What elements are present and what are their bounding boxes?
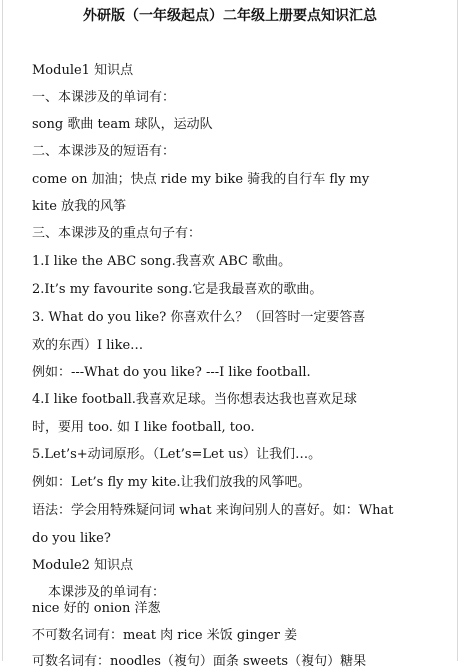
example-2: 例如：Let’s fly my kite.让我们放我的风筝吧。	[32, 475, 311, 490]
page-edge-right	[457, 0, 458, 661]
sentence-2: 2.It’s my favourite song.它是我最喜欢的歌曲。	[32, 282, 323, 297]
sentence-3-line-2: 欢的东西）I like…	[32, 338, 144, 353]
words-line: song 歌曲 team 球队，运动队	[32, 117, 213, 132]
sentence-5: 5.Let’s+动词原形。（Let’s=Let us）让我们…。	[32, 447, 322, 462]
countable-nouns-line: 可数名词有：noodles（複句）面条 sweets（複句）糖果	[32, 654, 367, 669]
phrases-line-1: come on 加油；快点 ride my bike 骑我的自行车 fly my	[32, 172, 370, 187]
grammar-line-2: do you like?	[32, 531, 111, 546]
sentence-3-line-1: 3. What do you like? 你喜欢什么？（回答时一定要答喜	[32, 310, 366, 325]
section-sentences-heading: 三、本课涉及的重点句子有：	[32, 226, 202, 241]
phrases-line-2: kite 放我的风筝	[32, 199, 127, 214]
section-words-heading: 一、本课涉及的单词有：	[32, 90, 176, 105]
module1-heading: Module1 知识点	[32, 63, 134, 78]
grammar-line-1: 语法：学会用特殊疑问词 what 来询问别人的喜好。如：What	[32, 503, 394, 518]
module2-heading: Module2 知识点	[32, 558, 134, 573]
module2-words-line: nice 好的 onion 洋葱	[32, 601, 161, 616]
sentence-1: 1.I like the ABC song.我喜欢 ABC 歌曲。	[32, 254, 292, 269]
sentence-4-line-1: 4.I like football.我喜欢足球。当你想表达我也喜欢足球	[32, 392, 357, 407]
sentence-4-line-2: 时，要用 too. 如 I like football, too.	[32, 420, 255, 435]
module2-words-heading: 本课涉及的单词有：	[48, 585, 166, 600]
example-1: 例如：---What do you like? ---I like football.	[32, 365, 311, 380]
document-title: 外研版（一年级起点）二年级上册要点知识汇总	[83, 8, 377, 24]
page-edge-left	[2, 0, 3, 661]
section-phrases-heading: 二、本课涉及的短语有：	[32, 144, 176, 159]
uncountable-nouns-line: 不可数名词有：meat 肉 rice 米饭 ginger 姜	[32, 628, 298, 643]
